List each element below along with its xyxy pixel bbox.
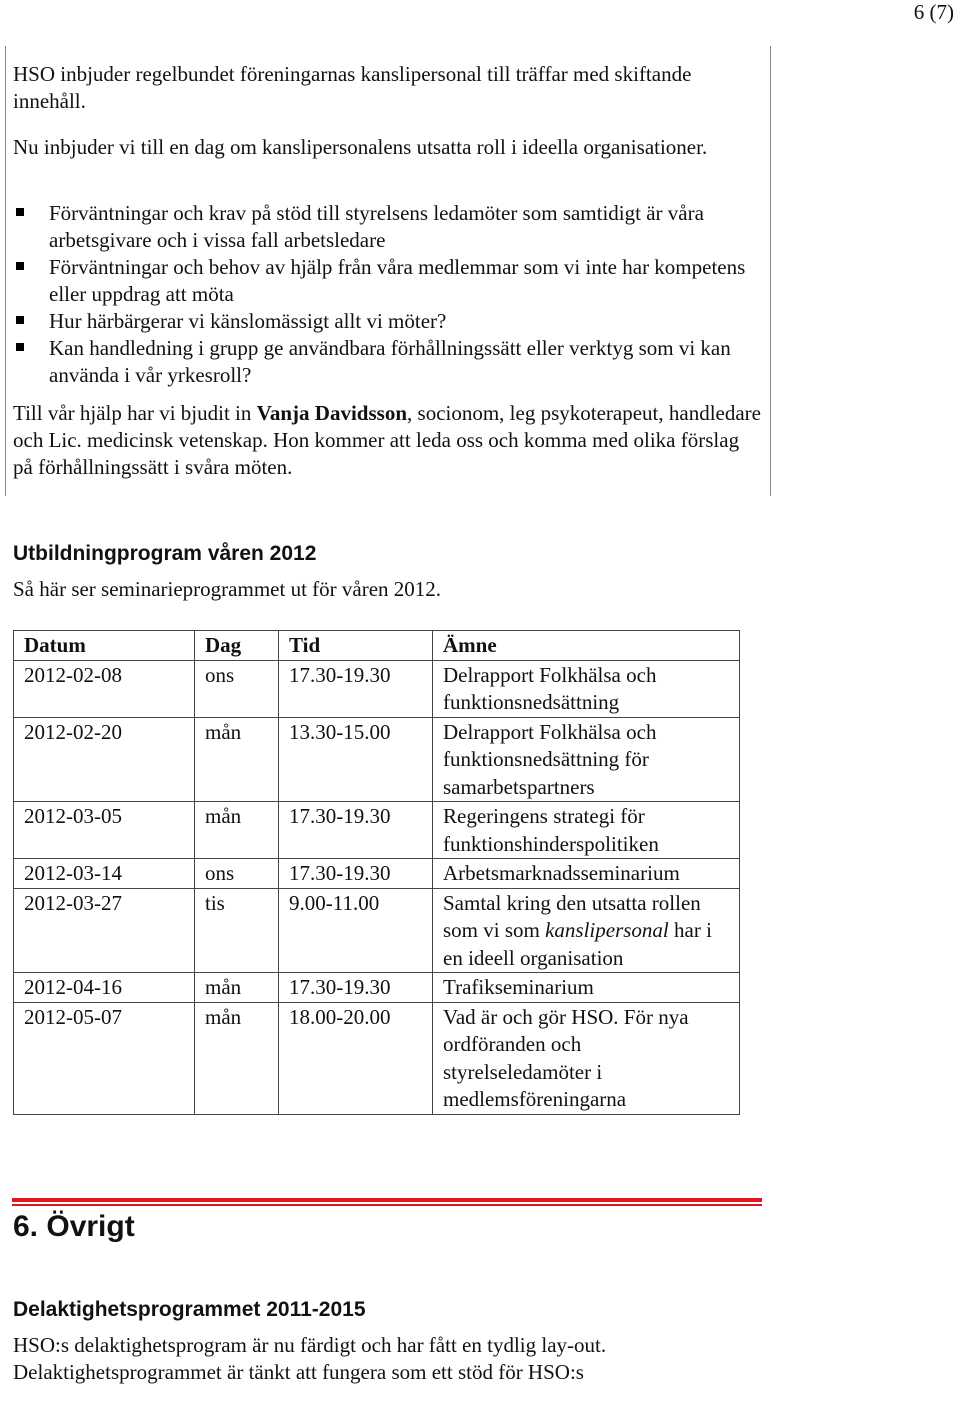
table-row [14, 859, 740, 889]
cell-date: 2012-02-08 [14, 660, 195, 717]
seminar-program-table [13, 630, 740, 1115]
topic-text-before: Samtal kring den utsatta rollen som vi som [443, 890, 701, 942]
table-row [14, 888, 740, 973]
cell-topic: Regeringens strategi för funktionshinderspolitiken [433, 802, 740, 859]
table-row [14, 973, 740, 1003]
section-divider-thick [12, 1198, 762, 1202]
bullet-item [13, 308, 763, 335]
column-header-day: Dag [195, 631, 279, 661]
cell-topic: Delrapport Folkhälsa och funktionsnedsättning [433, 660, 740, 717]
cell-time: 18.00-20.00 [279, 1002, 433, 1114]
table-row [14, 1002, 740, 1114]
cell-day: mån [195, 717, 279, 802]
speaker-text-before: Till vår hjälp har vi bjudit in [13, 401, 257, 425]
column-header-time: Tid [279, 631, 433, 661]
cell-topic: Trafikseminarium [433, 973, 740, 1003]
section-title: 6. Övrigt [13, 1210, 135, 1243]
cell-day: mån [195, 1002, 279, 1114]
cell-date: 2012-02-20 [14, 717, 195, 802]
cell-time: 17.30-19.30 [279, 660, 433, 717]
cell-time: 17.30-19.30 [279, 859, 433, 889]
table-row [14, 660, 740, 717]
cell-time: 17.30-19.30 [279, 802, 433, 859]
table-row [14, 802, 740, 859]
cell-date: 2012-04-16 [14, 973, 195, 1003]
section-divider-thin [12, 1204, 762, 1206]
bullet-text: Förväntningar och behov av hjälp från våra medlemmar som vi inte har kompetens eller uppdrag att möta [49, 255, 746, 306]
cell-time: 9.00-11.00 [279, 888, 433, 973]
cell-topic: Vad är och gör HSO. För nya ordföranden och styrelseledamöter i medlemsföreningarna [433, 1002, 740, 1114]
page-number: 6 (7) [913, 0, 954, 24]
topic-bullet-list [13, 200, 763, 389]
cell-day: tis [195, 888, 279, 973]
section-subheading: Delaktighetsprogrammet 2011-2015 [13, 1298, 366, 1321]
program-heading: Utbildningprogram våren 2012 [13, 542, 317, 565]
intro-paragraph-1: HSO inbjuder regelbundet föreningarnas kanslipersonal till träffar med skiftande innehåll. [13, 62, 692, 113]
cell-day: ons [195, 859, 279, 889]
speaker-text-after: , socionom, leg psykoterapeut, handledare och Lic. medicinsk vetenskap. Hon kommer att leda oss och komma med olika förslag på förhållningssätt i svåra möten. [13, 401, 761, 479]
cell-day: ons [195, 660, 279, 717]
cell-day: mån [195, 802, 279, 859]
square-bullet-icon [16, 343, 24, 351]
bullet-item [13, 200, 763, 254]
speaker-name: Vanja Davidsson [256, 401, 408, 425]
table-row [14, 717, 740, 802]
cell-topic [433, 888, 740, 973]
cell-topic: Arbetsmarknadsseminarium [433, 859, 740, 889]
margin-line-left [5, 46, 6, 496]
bullet-text: Kan handledning i grupp ge användbara förhållningssätt eller verktyg som vi kan använda i vår yrkesroll? [49, 336, 731, 387]
column-header-date: Datum [14, 631, 195, 661]
column-header-topic: Ämne [433, 631, 740, 661]
cell-date: 2012-03-14 [14, 859, 195, 889]
cell-time: 17.30-19.30 [279, 973, 433, 1003]
bullet-item [13, 335, 763, 389]
topic-text-after: har i en ideell organisation [443, 918, 712, 970]
square-bullet-icon [16, 316, 24, 324]
cell-topic: Delrapport Folkhälsa och funktionsnedsättning för samarbetspartners [433, 717, 740, 802]
bullet-item [13, 254, 763, 308]
intro-paragraph-2: Nu inbjuder vi till en dag om kanslipersonalens utsatta roll i ideella organisationer. [13, 135, 708, 159]
cell-day: mån [195, 973, 279, 1003]
square-bullet-icon [16, 262, 24, 270]
cell-date: 2012-03-27 [14, 888, 195, 973]
bullet-text: Förväntningar och krav på stöd till styrelsens ledamöter som samtidigt är våra arbetsgivare och i vissa fall arbetsledare [49, 201, 704, 252]
speaker-paragraph [13, 400, 763, 481]
topic-text-italic: kanslipersonal [545, 918, 669, 942]
section-paragraph: HSO:s delaktighetsprogram är nu färdigt och har fått en tydlig lay-out. Delaktighetsprogrammet är tänkt att fungera som ett stöd för HSO:s [13, 1333, 607, 1384]
table-header-row [14, 631, 740, 661]
margin-line-right [770, 46, 771, 496]
square-bullet-icon [16, 208, 24, 216]
bullet-text: Hur härbärgerar vi känslomässigt allt vi möter? [49, 309, 447, 333]
program-intro: Så här ser seminarieprogrammet ut för våren 2012. [13, 577, 442, 601]
cell-date: 2012-03-05 [14, 802, 195, 859]
cell-date: 2012-05-07 [14, 1002, 195, 1114]
cell-time: 13.30-15.00 [279, 717, 433, 802]
